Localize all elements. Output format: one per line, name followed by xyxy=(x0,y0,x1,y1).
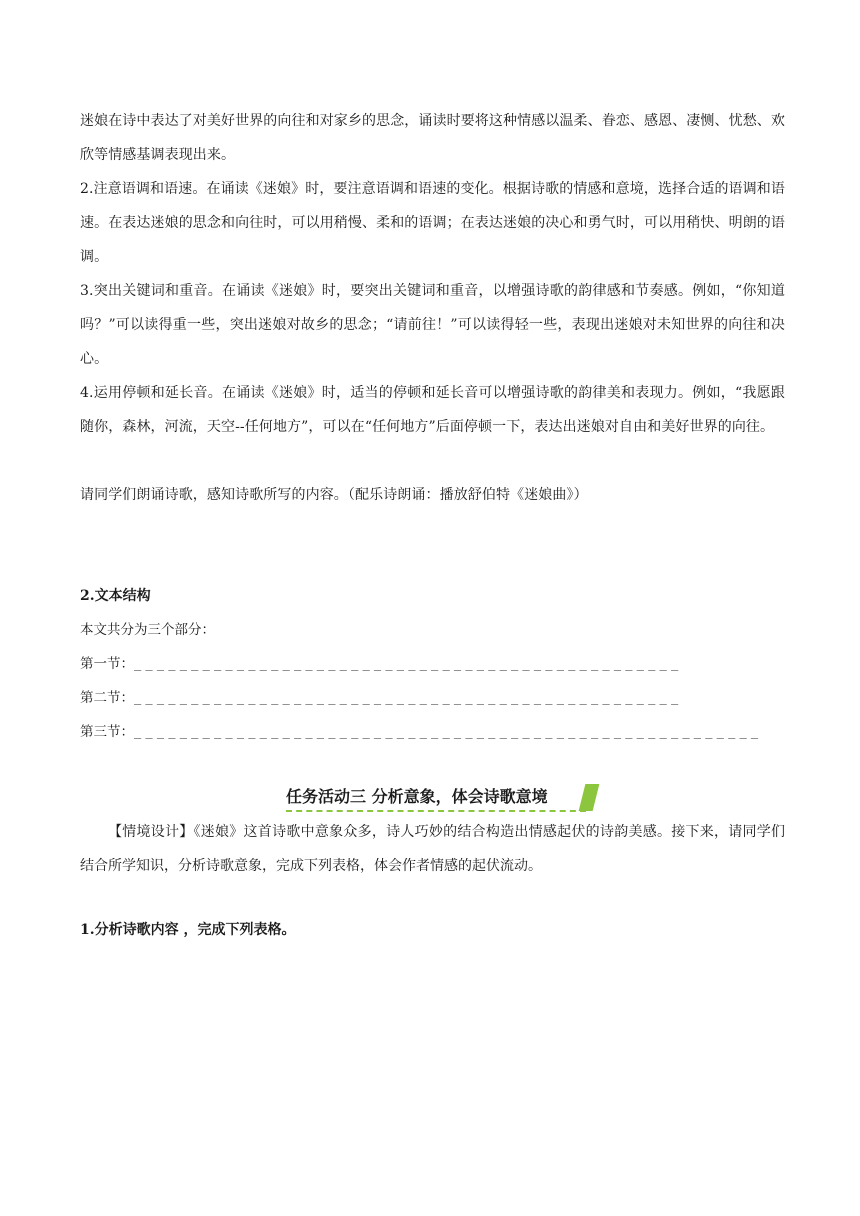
section-1-label: 第一节： xyxy=(80,656,134,672)
section-1-blank[interactable]: ________________________________________________ xyxy=(134,657,683,671)
task-title: 任务活动三 分析意象，体会诗歌意境 xyxy=(286,787,548,806)
section-3-label: 第三节： xyxy=(80,724,134,740)
task-title-underline xyxy=(286,810,586,812)
situation-design: 【情境设计】《迷娘》这首诗歌中意象众多，诗人巧妙的结合构造出情感起伏的诗韵美感。接下来，请同学们结合所学知识，分析诗歌意象，完成下列表格，体会作者情感的起伏流动。 xyxy=(80,824,785,874)
paragraph-emotion-tone: 迷娘在诗中表达了对美好世界的向往和对家乡的思念，诵读时要将这种情感以温柔、眷恋、感恩、凄恻、忧愁、欢欣等情感基调表现出来。 xyxy=(80,113,785,163)
section-3-blank[interactable]: _______________________________________________________ xyxy=(134,725,763,739)
structure-section-3 xyxy=(80,722,762,742)
paragraph-pause-prolong: 4.运用停顿和延长音。在诵读《迷娘》时，适当的停顿和延长音可以增强诗歌的韵律美和表现力。例如，“我愿跟随你，森林，河流，天空--任何地方”，可以在“任何地方”后面停顿一下，表达出迷娘对自由和美好世界的向往。 xyxy=(80,385,785,435)
section-2-blank[interactable]: ________________________________________________ xyxy=(134,691,683,705)
structure-section-2 xyxy=(80,688,682,708)
paragraph-keywords-stress: 3.突出关键词和重音。在诵读《迷娘》时，要突出关键词和重音，以增强诗歌的韵律感和节奏感。例如，“你知道吗？”可以读得重一些，突出迷娘对故乡的思念；“请前往！”可以读得轻一些，表现出迷娘对未知世界的向往和决心。 xyxy=(80,283,785,367)
subheading-analyze: 1.分析诗歌内容 ，完成下列表格。 xyxy=(80,922,296,938)
section-2-label: 第二节： xyxy=(80,690,134,706)
paragraph-tone-speed: 2.注意语调和语速。在诵读《迷娘》时，要注意语调和语速的变化。根据诗歌的情感和意境，选择合适的语调和语速。在表达迷娘的思念和向往时，可以用稍慢、柔和的语调；在表达迷娘的决心和勇气时，可以用稍快、明朗的语调。 xyxy=(80,181,785,265)
section-heading-structure: 2.文本结构 xyxy=(80,588,151,604)
structure-section-1 xyxy=(80,654,682,674)
paragraph-recite-instruction: 请同学们朗诵诗歌，感知诗歌所写的内容。（配乐诗朗诵：播放舒伯特《迷娘曲》） xyxy=(80,487,588,503)
task-title-accent-mark xyxy=(579,784,600,811)
structure-intro: 本文共分为三个部分： xyxy=(80,622,215,638)
